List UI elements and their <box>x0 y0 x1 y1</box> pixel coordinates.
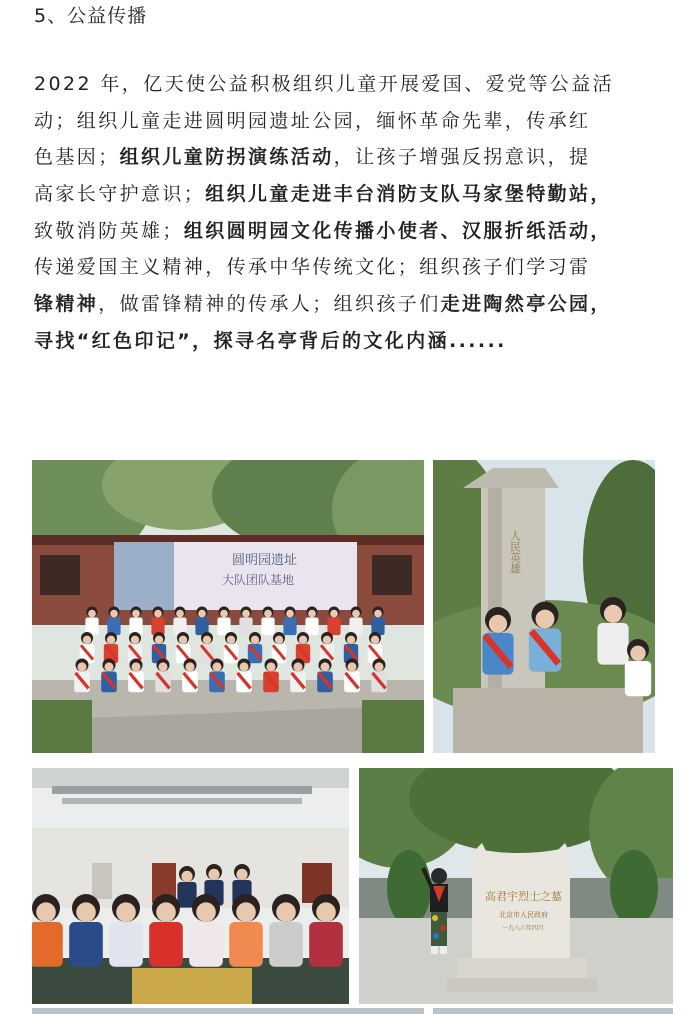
person-figure <box>344 659 360 693</box>
banner-text-2: 大队团队基地 <box>222 573 295 587</box>
person-figure <box>625 639 651 696</box>
person-figure <box>151 607 164 636</box>
person-figure <box>283 607 296 636</box>
photo-fire-station <box>32 768 349 1004</box>
body-text: 动；组织儿童走进圆明园遗址公园，缅怀革命先辈，传承红 <box>34 109 591 132</box>
photo-strip-1 <box>32 1008 424 1014</box>
photo-strip-2 <box>433 1008 673 1014</box>
person-figure <box>173 607 186 636</box>
paragraph-line <box>34 249 682 286</box>
paragraph-line <box>34 323 682 360</box>
person-figure <box>309 894 343 967</box>
person-figure <box>224 632 238 663</box>
bold-text: 组织儿童防拐演练活动 <box>119 146 334 169</box>
person-figure <box>263 659 279 693</box>
person-figure <box>189 894 223 967</box>
stele-date: 一九八六年四月 <box>502 925 545 932</box>
body-text: 色基因； <box>34 146 120 169</box>
person-figure <box>269 894 303 967</box>
stele-sub: 北京市人民政府 <box>499 911 548 919</box>
bold-text: 寻找“红色印记”，探寻名亭背后的文化内涵...... <box>34 329 507 352</box>
person-figure <box>195 607 208 636</box>
person-figure <box>327 607 340 636</box>
person-figure <box>74 659 90 693</box>
person-figure <box>182 659 198 693</box>
person-figure <box>217 607 230 636</box>
body-text: 致敬消防英雄； <box>34 219 184 242</box>
body-text: 传递爱国主义精神，传承中华传统文化；组织孩子们学习雷 <box>34 256 591 279</box>
person-figure <box>155 659 171 693</box>
body-text: 高家长守护意识； <box>34 183 206 206</box>
photo-stele <box>359 768 673 1004</box>
section-heading: 5、公益传播 <box>34 5 148 27</box>
person-figure <box>85 607 98 636</box>
person-figure <box>529 602 561 672</box>
person-figure <box>69 894 103 967</box>
stele-title: 高君宇烈士之墓 <box>485 890 562 903</box>
person-figure <box>371 659 387 693</box>
paragraph-line <box>34 139 682 176</box>
body-text: ，让孩子增强反拐意识，提 <box>333 146 591 169</box>
person-figure <box>149 894 183 967</box>
person-figure <box>104 632 118 663</box>
photo-group-park <box>32 460 424 753</box>
person-figure <box>101 659 117 693</box>
paragraph-line <box>34 286 682 323</box>
person-figure <box>209 659 225 693</box>
person-figure <box>305 607 318 636</box>
person-figure <box>32 894 63 967</box>
bold-text: 锋精神 <box>34 293 99 316</box>
photo-monument <box>433 460 655 753</box>
banner-text-1: 圆明园遗址 <box>232 553 298 568</box>
person-figure <box>349 607 362 636</box>
paragraph <box>34 66 682 360</box>
person-figure <box>272 632 286 663</box>
person-figure <box>128 659 144 693</box>
person-figure <box>597 597 628 665</box>
person-figure <box>200 632 214 663</box>
paragraph-line <box>34 213 682 250</box>
person-figure <box>128 632 142 663</box>
person-figure <box>239 607 252 636</box>
bold-text: 组织圆明园文化传播小使者、汉服折纸活动， <box>183 219 612 242</box>
monument-text: 人民英雄 <box>508 530 522 574</box>
person-figure <box>344 632 358 663</box>
person-figure <box>176 632 190 663</box>
body-text: ，做雷锋精神的传承人；组织孩子们 <box>98 293 441 316</box>
person-figure <box>109 894 143 967</box>
person-figure <box>229 894 263 967</box>
bold-text: 走进陶然亭公园， <box>440 293 612 316</box>
person-figure <box>368 632 382 663</box>
person-figure <box>320 632 334 663</box>
person-figure <box>248 632 262 663</box>
person-figure <box>317 659 333 693</box>
body-text: 2022 年，亿天使公益积极组织儿童开展爱国、爱党等公益活 <box>34 73 614 95</box>
person-figure <box>107 607 120 636</box>
person-figure <box>371 607 384 636</box>
person-figure <box>152 632 166 663</box>
bold-text: 组织儿童走进丰台消防支队马家堡特勤站， <box>205 183 612 206</box>
person-figure <box>482 607 513 675</box>
person-figure <box>261 607 274 636</box>
person-figure <box>290 659 306 693</box>
person-figure <box>236 659 252 693</box>
paragraph-line <box>34 66 682 103</box>
person-figure <box>129 607 142 636</box>
paragraph-line <box>34 176 682 213</box>
paragraph-line <box>34 103 682 140</box>
